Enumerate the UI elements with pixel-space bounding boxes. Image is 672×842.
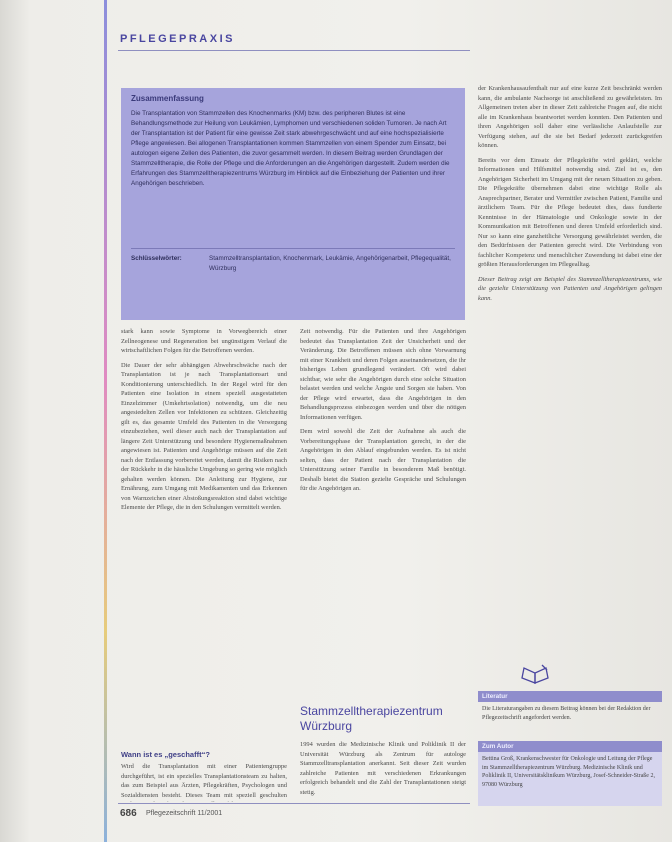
author-title: Zum Autor — [478, 741, 662, 752]
page-number: 686 — [120, 808, 137, 819]
col3-paragraph-1: der Krankenhausaufenthalt nur auf eine kurze Zeit beschränkt werden kann, die ambulante Nachsorge ist anschließend zu gewährleisten. Im Allgemeinen treten aber in dieser Zeit zahlreiche Fragen auf, die nicht alle im Krankenhaus beantwortet werden konnten. Den Patienten und ihren Angehörigen soll daher eine verlässliche Anlaufstelle zur Verfügung stehen, auf die sie bei Bedarf jederzeit zurückgreifen können. — [478, 85, 662, 149]
col1-subheading: Wann ist es „geschafft“? — [121, 750, 210, 759]
col2-paragraph-2: Dem wird sowohl die Zeit der Aufnahme als auch die Vorbereitungsphase der Transplantation gerecht, in der die Angehörigen in den Ablauf eingebunden werden. Es ist nicht selten, dass der Patient nach der Transplantation die Unterstützung seiner Familie in besonderem Maß benötigt. Deshalb bietet die Station gezielte Gespräche und Schulungen für die Angehörigen an. — [300, 428, 466, 492]
col2-paragraph-1: Zeit notwendig. Für die Patienten und ihre Angehörigen bedeutet das Transplantation Zeit der Unsicherheit und der Veränderung. Die Betroffenen müssen sich ohne Vorwarnung mit einer Krankheit und deren Folgen auseinandersetzen, die ihr bisheriges Leben grundlegend verändert. Oft wird dabei sichtbar, wie sehr die Angehörigen durch eine solche Situation belastet werden und welche Ängste und Sorgen sie haben. Von der Pflege wird erwartet, dass die Angehörigen in den Behandlungsprozess einbezogen werden und über die nötigen Informationen verfügen. — [300, 328, 466, 421]
col2-paragraph-3: 1994 wurden die Medizinische Klinik und Poliklinik II der Universität Würzburg als Zentrum für autologe Stammzelltransplantation anerkannt. Seit dieser Zeit wurden zahlreiche Patienten mit verschiedenen Erkrankungen erfolgreich behandelt und die Zahl der Transplantationen steigt stetig. — [300, 741, 466, 796]
literature-box — [478, 691, 662, 725]
section-header: PFLEGEPRAXIS — [120, 33, 235, 45]
literature-text: Die Literaturangaben zu diesem Beitrag können bei der Redaktion der Pflegezeitschrift angefordert werden. — [482, 706, 651, 721]
col3-paragraph-2: Bereits vor dem Einsatz der Pflegekräfte wird geklärt, welche Informationen und Hilfsmittel notwendig sind. Ziel ist es, den Angehörigen Sicherheit im Umgang mit der neuen Situation zu geben. Die Pflegekräfte übernehmen dabei eine wichtige Rolle als Ansprechpartner, Berater und Vermittler zwischen Patient, Familie und ärztlichem Team. Für die Pflege bedeutet dies, dass fundierte Kenntnisse in der Hämatologie und Onkologie sowie in der Kommunikation mit Betroffenen und deren Umfeld erforderlich sind. Nur so kann eine ganzheitliche Versorgung gewährleistet werden, die den Bedürfnissen der Patienten gerecht wird. Die Verbindung von fachlicher Kompetenz und menschlicher Zuwendung ist dabei eine der größten Herausforderungen im Pflegealltag. — [478, 156, 662, 268]
keywords-text: Stammzelltransplantation, Knochenmark, Leukämie, Angehörigenarbeit, Pflegequalität, Würzburg — [209, 255, 451, 272]
footer-rule — [118, 803, 470, 804]
column-2 — [300, 327, 466, 687]
author-text: Bettina Groß, Krankenschwester für Onkologie und Leitung der Pflege im Stammzelltherapiezentrum Würzburg. Medizinische Klinik und Poliklinik II, Universitätsklinikum Würzburg, Josef-Schneider-Straße 2, 97080 Würzburg — [478, 752, 662, 806]
column-1 — [121, 327, 287, 743]
keywords-label: Schlüsselwörter: — [131, 255, 182, 262]
keyword-rule — [131, 248, 455, 249]
summary-text: Die Transplantation von Stammzellen des Knochenmarks (KM) bzw. des peripheren Blutes ist eine Behandlungsmethode zur Heilung von Leukämien, Lymphomen und verschiedenen soliden Tumoren. Je nach Art der Transplantation ist der Patient für eine gewisse Zeit stark abwehrgeschwächt und auf eine hochspezialisierte Pflege angewiesen. Bei allogenen Transplantationen kommen Stammzellen von einem Spender zum Einsatz, bei autologen eigene Zellen des Patienten, die zuvor gesammelt werden. In diesem Beitrag werden Grundlagen der Stammzelltherapie, die Rolle der Pflege und die Anforderungen an die Angehörigen dargestellt. Zudem werden die Erfahrungen des Stammzelltherapiezentrums Würzburg im Hinblick auf die Einbeziehung der Patienten und ihrer Angehörigen beschrieben. — [131, 110, 450, 187]
col1-paragraph-2: Die Dauer der sehr abhängigen Abwehrschwäche nach der Transplantation ist je nach Transplantationsart und Konditionierung unterschiedlich. In der Regel wird für den Patienten eine Isolation in einem speziell ausgestatteten Einzelzimmer (Umkehrisolation) notwendig, um die neu angesiedelten Zellen vor Infektionen zu schützen. Gleichzeitig gilt es, das gesamte Umfeld des Patienten in die Versorgung einzubeziehen, weil dieser auch nach der Transplantation auf längere Zeit Unterstützung und besondere Hygienemaßnahmen angewiesen ist. Patienten und Angehörige müssen auf die Zeit nach der Entlassung vorbereitet werden, damit die Risiken nach der Rückkehr in die häusliche Umgebung so gering wie möglich gehalten werden können. Die Anleitung zur Hygiene, zur Ernährung, zum Umgang mit Medikamenten und das Erkennen von Warnzeichen einer Abstoßungsreaktion sind dabei wichtige Elemente der Pflege, die in den Schulungen vermittelt werden. — [121, 361, 287, 511]
col3-paragraph-3: Dieser Beitrag zeigt am Beispiel des Stammzelltherapiezentrums, wie die gezielte Unterstützung von Patienten und Angehörigen gelingen kann. — [478, 275, 662, 302]
literature-title: Literatur — [478, 691, 662, 702]
col2-heading: Stammzelltherapiezentrum Würzburg — [300, 704, 443, 733]
author-box — [478, 741, 662, 806]
keywords — [131, 254, 455, 274]
column-3 — [478, 84, 662, 568]
header-rule — [118, 50, 470, 51]
color-margin-rule — [104, 0, 107, 842]
summary-box — [121, 88, 465, 320]
journal-name: Pflegezeitschrift 11/2001 — [146, 810, 223, 817]
summary-title: Zusammenfassung — [131, 94, 204, 103]
open-book-icon — [520, 664, 550, 686]
col1-paragraph-1: stark kann sowie Symptome in Vorwegbereich einer Zellneogenese und Regeneration bei ungünstigem Verlauf die wirtschaftlichen Folgen für die Betroffenen werden. — [121, 328, 287, 354]
col1-paragraph-3: Wird die Transplantation mit einer Patientengruppe durchgeführt, ist ein spezielles Transplantationsteam zu halten, das zum Beispiel aus Ärzten, Pflegekräften, Psychologen und Sozialdiensten besteht. Dieses Team mit speziell geschulten — [121, 763, 287, 799]
